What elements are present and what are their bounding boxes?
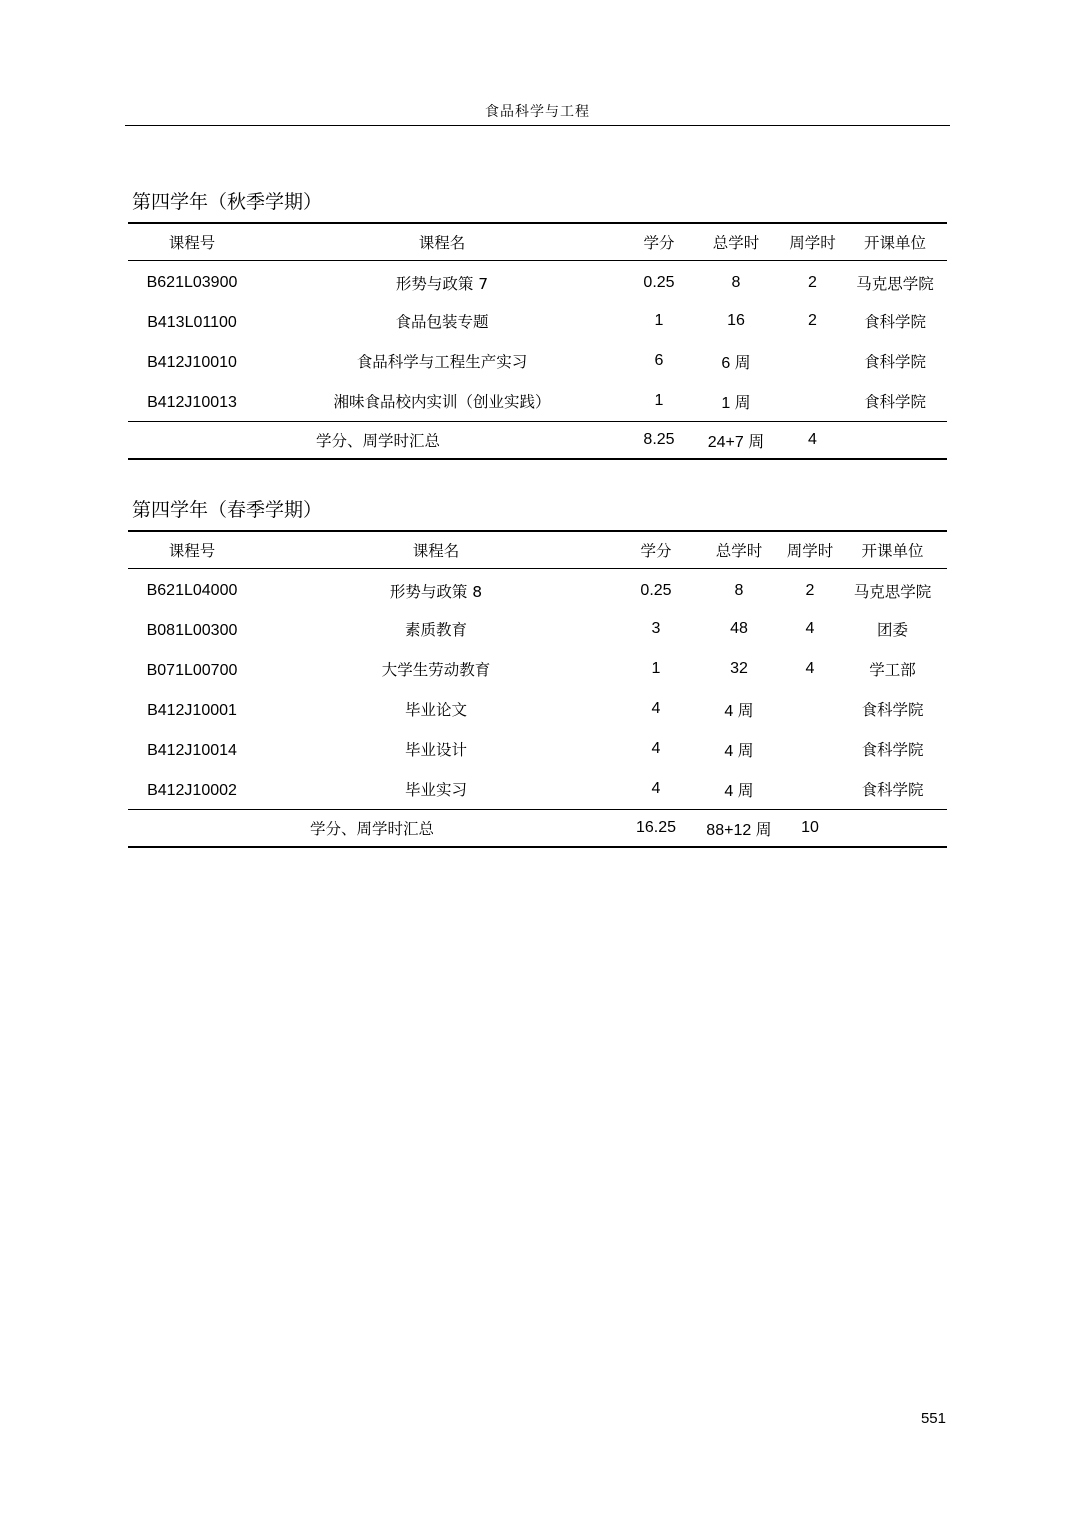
course-name: 毕业设计: [404, 741, 467, 759]
course-code: B412J10002: [147, 782, 237, 799]
course-name: 毕业论文: [404, 701, 467, 719]
course-name: 素质教育: [404, 621, 467, 639]
course-credits: 6: [654, 352, 664, 369]
course-department: 食科学院: [861, 741, 924, 759]
summary-weekly-hours: 10: [801, 819, 819, 836]
course-name: 毕业实习: [404, 781, 467, 799]
course-credits: 1: [654, 392, 664, 409]
column-header-weekly-hours: 周学时: [789, 234, 836, 252]
summary-credits: 16.25: [635, 819, 677, 836]
running-header: 食品科学与工程: [125, 100, 950, 126]
page-number: 551: [920, 1410, 946, 1427]
course-code: B412J10001: [147, 702, 237, 719]
course-weekly-hours: 2: [805, 582, 815, 599]
course-weekly-hours: 4: [805, 660, 815, 677]
section-title-spring: 第四学年（春季学期）: [132, 499, 323, 521]
course-weekly-hours: [782, 381, 843, 422]
column-header-department: 开课单位: [863, 234, 926, 252]
table-header-row: [128, 531, 947, 569]
table-row: [128, 381, 947, 422]
course-credits: 0.25: [643, 274, 675, 291]
course-department: 团委: [876, 621, 908, 639]
course-weekly-hours: 4: [805, 620, 815, 637]
course-table-spring: [128, 530, 947, 848]
column-header-department: 开课单位: [861, 542, 924, 560]
column-header-weekly-hours: 周学时: [786, 542, 834, 560]
course-name: 形势与政策 7: [395, 275, 489, 293]
course-total-hours: 4 周: [724, 782, 754, 800]
column-header-name: 课程名: [412, 542, 460, 560]
course-weekly-hours: [782, 769, 838, 810]
course-total-hours: 48: [730, 620, 748, 637]
summary-weekly-hours: 4: [808, 431, 817, 448]
course-code: B412J10014: [147, 742, 237, 759]
course-weekly-hours: [782, 341, 843, 381]
course-total-hours: 8: [731, 274, 741, 291]
course-credits: 4: [651, 740, 661, 757]
course-weekly-hours: [782, 729, 838, 769]
course-department: 食科学院: [861, 781, 924, 799]
course-credits: 1: [654, 312, 664, 329]
course-total-hours: 32: [730, 660, 748, 677]
course-total-hours: 1 周: [721, 394, 751, 412]
table-row: [128, 609, 947, 649]
summary-total-hours: 88+12 周: [706, 821, 772, 839]
course-code: B621L03900: [146, 274, 238, 291]
course-weekly-hours: 2: [808, 312, 817, 329]
course-department: 马克思学院: [853, 583, 932, 601]
course-credits: 4: [651, 700, 661, 717]
summary-total-hours: 24+7 周: [707, 433, 765, 451]
course-name: 形势与政策 8: [389, 583, 483, 601]
column-header-code: 课程号: [168, 234, 216, 252]
course-credits: 1: [651, 660, 661, 677]
course-weekly-hours: 2: [808, 274, 817, 291]
summary-department: [838, 810, 947, 848]
table-row: [128, 689, 947, 729]
course-name: 食品包装专题: [395, 313, 489, 331]
course-code: B081L00300: [146, 622, 238, 639]
summary-label: 学分、周学时汇总: [309, 820, 434, 838]
course-total-hours: 4 周: [724, 742, 754, 760]
course-code: B621L04000: [146, 582, 238, 599]
course-total-hours: 6 周: [721, 354, 751, 372]
course-table-autumn: [128, 222, 947, 460]
course-department: 食科学院: [863, 313, 926, 331]
table-row: [128, 729, 947, 769]
summary-row: [128, 810, 947, 848]
course-code: B412J10013: [147, 394, 237, 411]
column-header-total-hours: 总学时: [715, 542, 763, 560]
course-code: B412J10010: [147, 354, 237, 371]
course-department: 食科学院: [863, 393, 926, 411]
column-header-credits: 学分: [643, 234, 675, 252]
table-row: [128, 569, 947, 610]
course-total-hours: 16: [727, 312, 745, 329]
course-code: B071L00700: [146, 662, 238, 679]
course-credits: 4: [651, 780, 661, 797]
column-header-credits: 学分: [640, 542, 672, 560]
table-header-row: [128, 223, 947, 261]
course-name: 湘味食品校内实训（创业实践）: [333, 393, 551, 411]
column-header-code: 课程号: [168, 542, 216, 560]
summary-credits: 8.25: [643, 431, 675, 448]
course-credits: 3: [651, 620, 661, 637]
course-department: 马克思学院: [856, 275, 934, 293]
table-row: [128, 261, 947, 302]
summary-department: [843, 422, 947, 460]
course-name: 食品科学与工程生产实习: [356, 353, 528, 371]
course-code: B413L01100: [147, 314, 237, 331]
column-header-name: 课程名: [418, 234, 466, 252]
course-total-hours: 8: [734, 582, 744, 599]
table-row: [128, 649, 947, 689]
course-credits: 0.25: [640, 582, 672, 599]
table-row: [128, 301, 947, 341]
course-total-hours: 4 周: [724, 702, 754, 720]
course-name: 大学生劳动教育: [381, 661, 491, 679]
table-row: [128, 341, 947, 381]
summary-label: 学分、周学时汇总: [315, 432, 440, 450]
course-department: 食科学院: [863, 353, 926, 371]
column-header-total-hours: 总学时: [712, 234, 760, 252]
course-department: 学工部: [869, 661, 916, 679]
summary-row: [128, 422, 947, 460]
table-row: [128, 769, 947, 810]
course-department: 食科学院: [861, 701, 924, 719]
course-weekly-hours: [782, 689, 838, 729]
section-title-autumn: 第四学年（秋季学期）: [132, 191, 323, 213]
